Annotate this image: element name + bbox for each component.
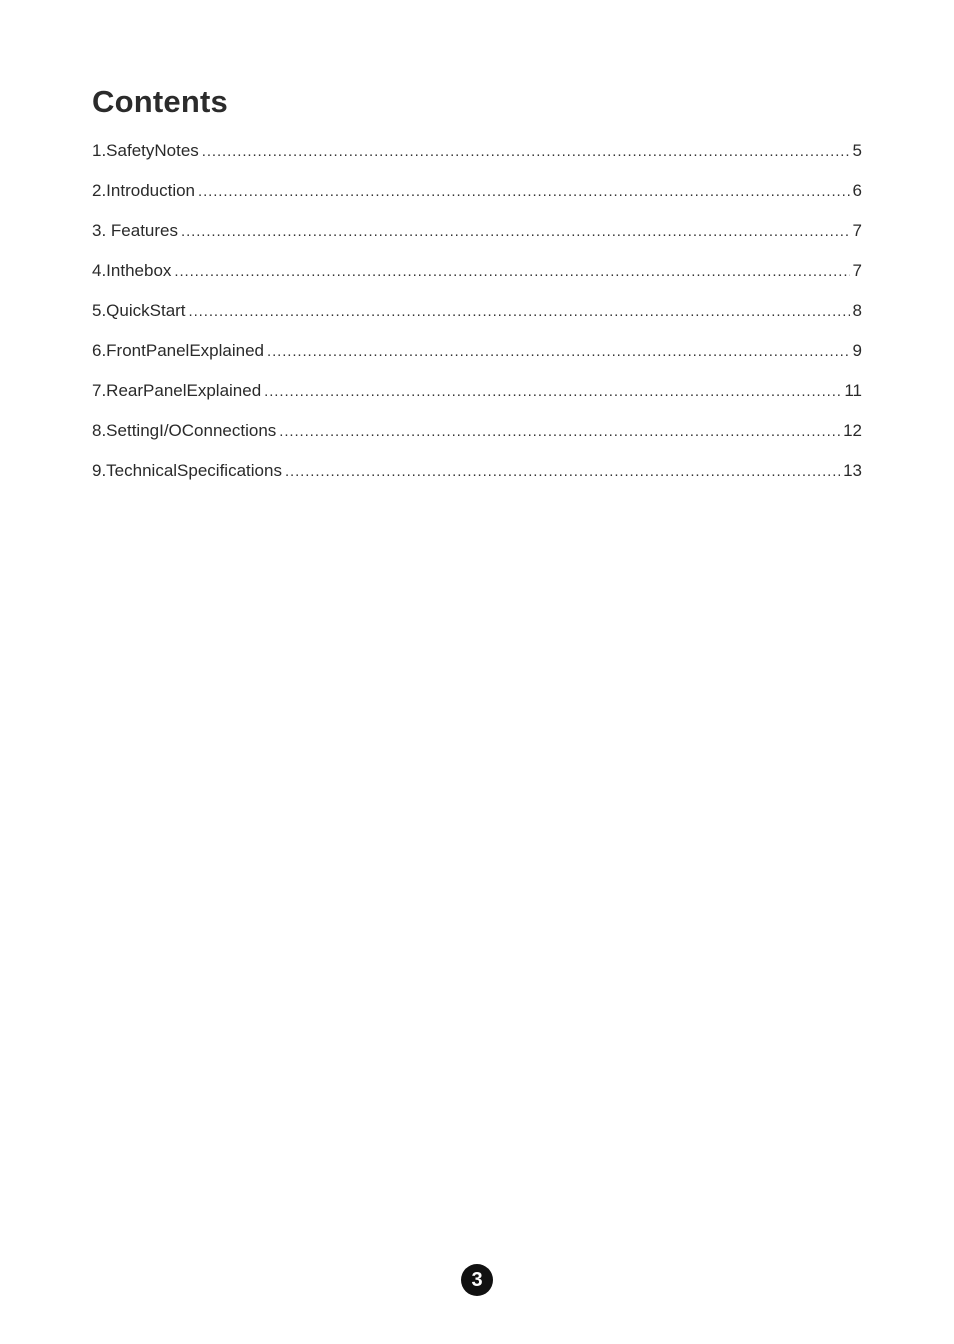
toc-entry-introduction[interactable]: [92, 180, 862, 220]
table-of-contents: [92, 140, 862, 501]
dot-leader: [279, 421, 840, 443]
toc-entry-quick-start[interactable]: [92, 300, 862, 340]
toc-entry-setting-io-connections[interactable]: [92, 420, 862, 460]
dot-leader: [181, 221, 850, 243]
toc-entry-in-the-box[interactable]: [92, 260, 862, 300]
dot-leader: [198, 181, 850, 203]
toc-entry-label: 5.QuickStart: [92, 301, 186, 320]
dot-leader: [202, 141, 850, 163]
toc-entry-front-panel-explained[interactable]: [92, 340, 862, 380]
toc-entry-page: 13: [843, 461, 862, 480]
toc-entry-rear-panel-explained[interactable]: [92, 380, 862, 420]
toc-entry-features[interactable]: [92, 220, 862, 260]
toc-entry-label: 4.Inthebox: [92, 261, 172, 280]
dot-leader: [264, 381, 841, 403]
toc-entry-label: 7.RearPanelExplained: [92, 381, 262, 400]
toc-entry-label: 9.TechnicalSpecifications: [92, 461, 282, 480]
toc-entry-page: 5: [852, 141, 862, 160]
toc-entry-label: 6.FrontPanelExplained: [92, 341, 265, 360]
dot-leader: [267, 341, 850, 363]
toc-entry-page: 6: [852, 181, 862, 200]
page-title: Contents: [92, 84, 228, 119]
toc-entry-page: 9: [852, 341, 862, 360]
dot-leader: [285, 461, 840, 483]
toc-entry-technical-specifications[interactable]: [92, 460, 862, 501]
page-number-badge: 3: [461, 1264, 493, 1296]
dot-leader: [189, 301, 850, 323]
toc-entry-label: 8.SettingI/OConnections: [92, 421, 277, 440]
toc-entry-safety-notes[interactable]: [92, 140, 862, 180]
toc-entry-page: 8: [852, 301, 862, 320]
toc-entry-page: 7: [852, 221, 862, 240]
toc-entry-page: 11: [844, 381, 862, 400]
toc-entry-label: 3. Features: [92, 221, 178, 240]
toc-entry-page: 7: [852, 261, 862, 280]
dot-leader: [174, 261, 849, 283]
toc-entry-label: 1.SafetyNotes: [92, 141, 199, 160]
toc-entry-page: 12: [843, 421, 862, 440]
toc-entry-label: 2.Introduction: [92, 181, 196, 200]
